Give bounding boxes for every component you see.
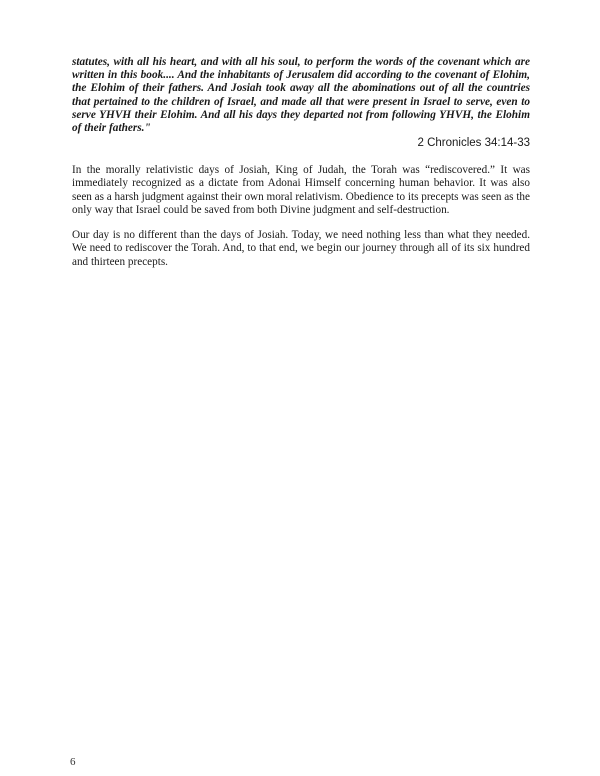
paragraph-line: seen as the only way that Israel could be saved from both Divine judgment and self-destruction. (72, 190, 530, 217)
scripture-quote-block (72, 56, 530, 150)
body-paragraph-our-day (72, 229, 530, 269)
scripture-quote (72, 56, 530, 135)
quote-line: serve, even to serve YHVH their Elohim. And all his days they departed not from following (72, 95, 531, 121)
paragraph-line: also seen as a harsh judgment against their own moral relativism. Obedience to its precepts was (72, 177, 531, 203)
quote-line: are written in this book.... And the inhabitants of Jerusalem did according to the covenant of (72, 56, 531, 82)
scripture-citation: 2 Chronicles 34:14-33 (417, 137, 530, 150)
paragraph-line: immediately recognized as a dictate from Adonai Himself concerning human behavior. It was (72, 177, 508, 190)
quote-line: statutes, with all his heart, and with all his soul, to perform the words of the covenant which (72, 56, 512, 68)
paragraph-line: needed. We need to rediscover the Torah. And, to that end, we begin our journey through all of (72, 229, 530, 255)
paragraph-line: Our day is no different than the days of Josiah. Today, we need nothing less than what they (72, 229, 492, 241)
paragraph-line: In the morally relativistic days of Josiah, King of Judah, the Torah was “rediscovered.” It was (72, 164, 530, 176)
quote-line: YHVH, the Elohim of their fathers." (72, 108, 530, 135)
page-number: 6 (70, 756, 76, 768)
quote-line: countries that pertained to the children of Israel, and made all that were present in Israel to (72, 82, 531, 108)
body-paragraph-josiah (72, 164, 530, 218)
paragraph-line: its six hundred and thirteen precepts. (72, 242, 530, 268)
quote-line: Elohim, the Elohim of their fathers. And Josiah took away all the abominations out of all the (72, 69, 530, 95)
